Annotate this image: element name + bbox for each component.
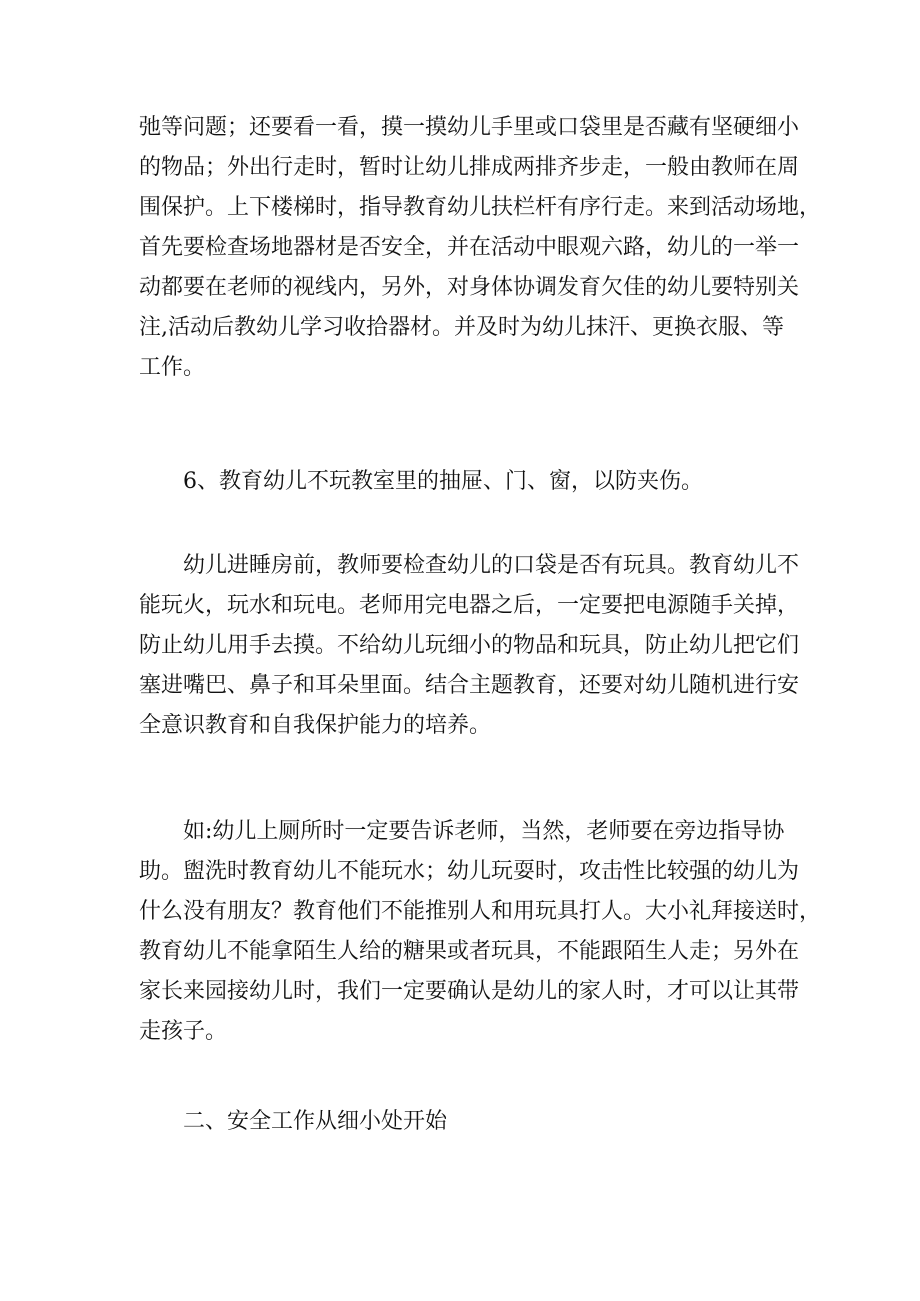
text-line: 如:幼儿上厕所时一定要告诉老师，当然，老师要在旁边指导协 <box>139 819 785 844</box>
text-line: 助。盥洗时教育幼儿不能玩水；幼儿玩耍时，攻击性比较强的幼儿为 <box>139 859 800 884</box>
text-line: 首先要检查场地器材是否安全，并在活动中眼观六路，幼儿的一举一 <box>139 235 800 260</box>
text-line: 塞进嘴巴、鼻子和耳朵里面。结合主题教育，还要对幼儿随机进行安 <box>139 673 800 698</box>
text-line: 工作。 <box>139 355 206 380</box>
text-line: 幼儿进睡房前，教师要检查幼儿的口袋是否有玩具。教育幼儿不 <box>139 553 800 578</box>
paragraph-safety-checks <box>139 108 822 388</box>
text-line: 教育幼儿不能拿陌生人给的糖果或者玩具，不能跟陌生人走；另外在 <box>139 939 800 964</box>
paragraph-bedroom-safety <box>139 546 811 746</box>
section-heading <box>139 1102 811 1142</box>
text-line: 的物品；外出行走时，暂时让幼儿排成两排齐步走，一般由教师在周 <box>139 155 800 180</box>
paragraph-item-6 <box>139 462 811 502</box>
text-line: 防止幼儿用手去摸。不给幼儿玩细小的物品和玩具，防止幼儿把它们 <box>139 633 800 658</box>
text-line: 6、教育幼儿不玩教室里的抽屉、门、窗，以防夹伤。 <box>139 469 703 494</box>
text-line: 什么没有朋友？教育他们不能推别人和用玩具打人。大小礼拜接送时， <box>139 899 822 924</box>
paragraph-examples <box>139 812 822 1052</box>
text-line: 注,活动后教幼儿学习收拾器材。并及时为幼儿抹汗、更换衣服、等 <box>139 315 784 340</box>
text-line: 弛等问题；还要看一看，摸一摸幼儿手里或口袋里是否藏有坚硬细小 <box>139 115 800 140</box>
text-line: 走孩子。 <box>139 1019 228 1044</box>
text-line: 家长来园接幼儿时，我们一定要确认是幼儿的家人时，才可以让其带 <box>139 979 800 1004</box>
text-line: 能玩火，玩水和玩电。老师用完电器之后，一定要把电源随手关掉， <box>139 593 800 618</box>
text-line: 动都要在老师的视线内，另外，对身体协调发育欠佳的幼儿要特别关 <box>139 275 800 300</box>
section-heading-text: 二、安全工作从细小处开始 <box>139 1109 448 1134</box>
text-line: 全意识教育和自我保护能力的培养。 <box>139 713 492 738</box>
text-line: 围保护。上下楼梯时，指导教育幼儿扶栏杆有序行走。来到活动场地， <box>139 195 822 220</box>
